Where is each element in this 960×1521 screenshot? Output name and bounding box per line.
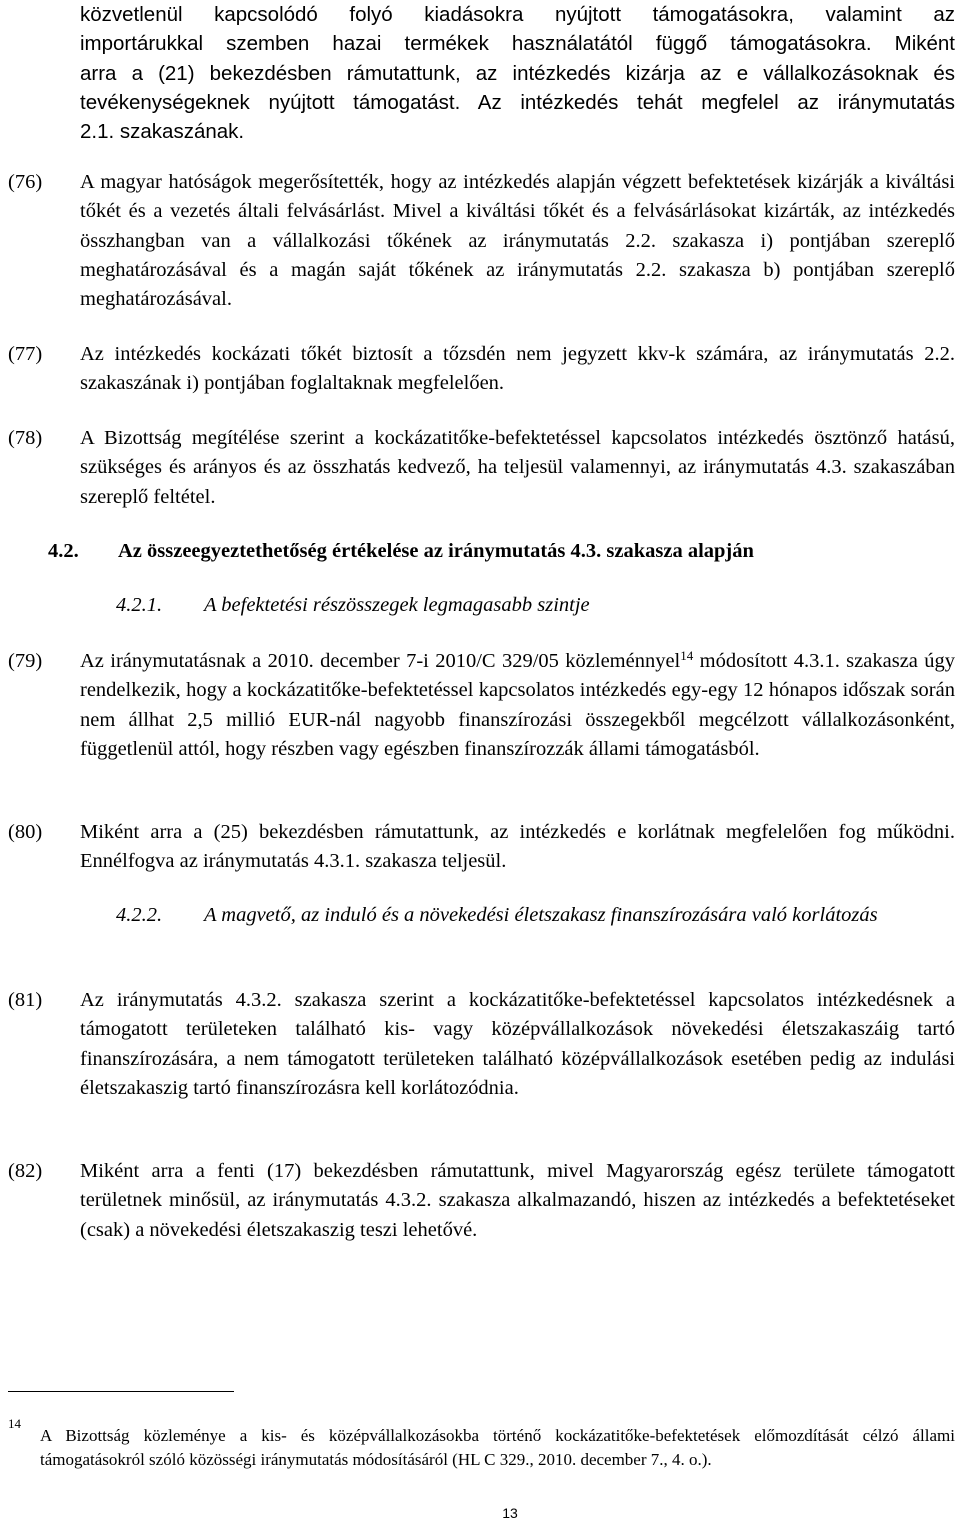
paragraph-number: (77) — [8, 343, 43, 365]
paragraph-text: Miként arra a fenti (17) bekezdésben rámutattunk, mivel Magyarország egész területe támogatott területnek minősül, az iránymutatás 4.3.2. szakasza alkalmazandó, hiszen az intézkedés a befektetéseket (csak) a növekedési életszakaszig teszi lehetővé. — [80, 1160, 955, 1241]
paragraph-number: (82) — [8, 1160, 43, 1182]
section-heading-text: Az összeegyeztethetőség értékelése az iránymutatás 4.3. szakasza alapján — [118, 540, 754, 562]
continuation-line: tevékenységeknek nyújtott támogatást. Az intézkedés tehát megfelel az iránymutatás — [80, 90, 955, 114]
footnote-reference[interactable]: 14 — [680, 648, 694, 663]
footnote-text: A Bizottság közleménye a kis- és középvállalkozásokba történő kockázatitőke-befektetések előmozdítását célzó állami támogatásokról szóló közösségi iránymutatás módosításáról (HL C 329., 2010. december 7., 4. o.). — [40, 1426, 955, 1469]
subsection-heading-number: 4.2.2. — [116, 904, 163, 926]
paragraph-text: Az intézkedés kockázati tőkét biztosít a tőzsdén nem jegyzett kkv-k számára, az iránymutatás 2.2. szakaszának i) pontjában foglaltaknak megfelelően. — [80, 343, 955, 395]
paragraph-text-part: Az iránymutatásnak a 2010. december 7-i 2010/C 329/05 közleménnyel — [80, 650, 681, 672]
subsection-heading-text: A magvető, az induló és a növekedési életszakasz finanszírozására való korlátozás — [204, 904, 878, 926]
footnote-number: 14 — [8, 1416, 21, 1431]
subsection-heading-number: 4.2.1. — [116, 594, 163, 616]
paragraph-text: Az iránymutatás 4.3.2. szakasza szerint a kockázatitőke-befektetéssel kapcsolatos intézkedésnek a támogatott területeken található kis- vagy középvállalkozások növekedési életszakaszáig tartó finanszírozására, a nem támogatott területeken található középvállalkozások esetében pedig az indulási életszakaszig tartó finanszírozásra kell korlátozódnia. — [80, 989, 955, 1099]
paragraph-number: (76) — [8, 171, 43, 193]
paragraph-text: Miként arra a (25) bekezdésben rámutattunk, az intézkedés e korlátnak megfelelően fog működni. Ennélfogva az iránymutatás 4.3.1. szakasza teljesül. — [80, 821, 955, 873]
paragraph-number: (81) — [8, 989, 43, 1011]
paragraph-text: A magyar hatóságok megerősítették, hogy az intézkedés alapján végzett befektetések kizárják a kiváltási tőkét és a vezetés általi felvásárlást. Mivel a kiváltási tőkét és a felvásárlásokat kizárták, az intézkedés összhangban van a vállalkozási tőkének az iránymutatás 2.2. szakasza i) pontjában szereplő meghatározásával és a magán saját tőkének az iránymutatás 2.2. szakasza b) pontjában szereplő meghatározásával. — [80, 171, 955, 311]
page-number: 13 — [502, 1505, 518, 1521]
paragraph-text: A Bizottság megítélése szerint a kockázatitőke-befektetéssel kapcsolatos intézkedés ösztönző hatású, szükséges és arányos és az összhatás kedvező, ha teljesül valamennyi, az iránymutatás 4.3. szakaszában szereplő feltétel. — [80, 427, 955, 508]
paragraph-text-part: módosított 4.3.1. szakasza úgy rendelkezik, hogy a kockázatitőke-befektetéssel kapcsolatos intézkedés egy-egy 12 hónapos időszak során nem állhat 2,5 millió EUR-nál nagyobb finanszírozási összegekből megcélzott vállalkozásonként, függetlenül attól, hogy részben vagy egészben finanszírozzák állami támogatásból. — [80, 650, 955, 760]
footnote-separator — [8, 1391, 234, 1392]
subsection-heading-text: A befektetési részösszegek legmagasabb szintje — [204, 594, 590, 616]
continuation-line: közvetlenül kapcsolódó folyó kiadásokra nyújtott támogatásokra, valamint az — [80, 3, 955, 26]
paragraph-text — [80, 647, 955, 764]
section-heading-number: 4.2. — [48, 540, 79, 562]
paragraph-number: (78) — [8, 427, 43, 449]
continuation-line: importárukkal szemben hazai termékek használatától függő támogatásokra. Miként — [80, 32, 955, 56]
continuation-line: arra a (21) bekezdésben rámutattunk, az intézkedés kizárja az e vállalkozásoknak és — [80, 61, 955, 85]
paragraph-number: (80) — [8, 821, 43, 843]
paragraph-number: (79) — [8, 650, 43, 672]
continuation-block — [80, 0, 955, 146]
continuation-line: 2.1. szakaszának. — [80, 120, 245, 144]
